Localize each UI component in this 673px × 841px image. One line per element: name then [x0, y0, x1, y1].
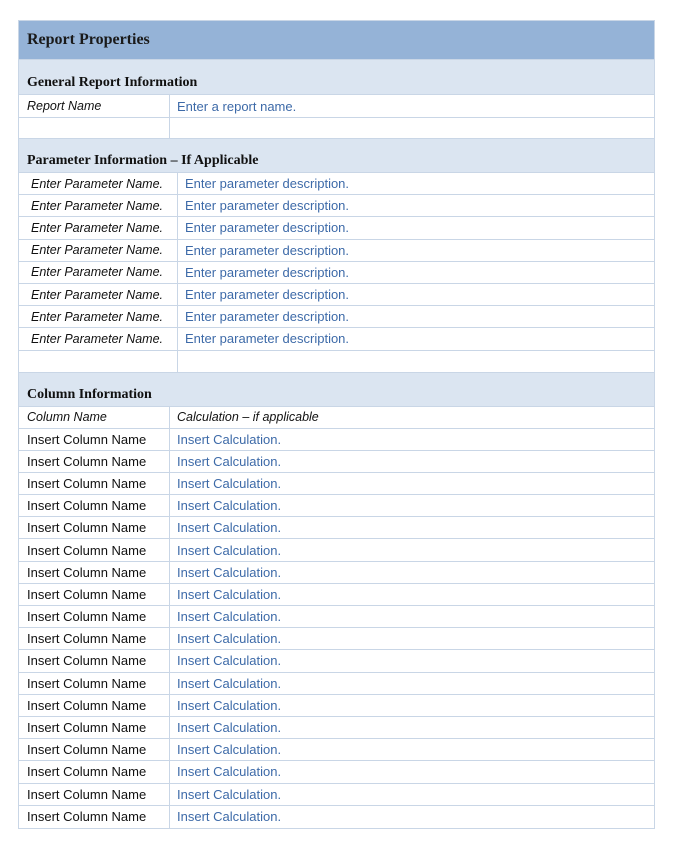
column-row [19, 717, 654, 739]
parameter-name-field[interactable]: Enter Parameter Name. [19, 284, 178, 305]
parameter-name-field[interactable]: Enter Parameter Name. [19, 328, 178, 349]
calculation-field[interactable]: Insert Calculation. [177, 631, 282, 647]
column-name-field[interactable]: Insert Column Name [19, 584, 170, 605]
column-row [19, 562, 654, 584]
parameter-row [19, 195, 654, 217]
column-row [19, 539, 654, 561]
calculation-heading: Calculation – if applicable [177, 410, 319, 424]
parameter-description-field[interactable]: Enter parameter description. [185, 264, 350, 280]
parameter-description-field[interactable]: Enter parameter description. [185, 287, 350, 303]
column-name-field[interactable]: Insert Column Name [19, 562, 170, 583]
parameter-description-field[interactable]: Enter parameter description. [185, 198, 350, 214]
column-name-field[interactable]: Insert Column Name [19, 806, 170, 828]
column-row [19, 495, 654, 517]
column-row [19, 673, 654, 695]
calculation-field[interactable]: Insert Calculation. [177, 609, 282, 625]
calculation-field[interactable]: Insert Calculation. [177, 675, 282, 691]
column-rows [19, 429, 654, 828]
general-info-header: General Report Information [19, 60, 654, 95]
calculation-field[interactable]: Insert Calculation. [177, 542, 282, 558]
column-row [19, 650, 654, 672]
column-name-field[interactable]: Insert Column Name [19, 606, 170, 627]
calculation-field[interactable]: Insert Calculation. [177, 742, 282, 758]
empty-cell [19, 118, 170, 138]
report-name-label: Report Name [19, 95, 170, 117]
column-row [19, 517, 654, 539]
calculation-field[interactable]: Insert Calculation. [177, 453, 282, 469]
column-name-field[interactable]: Insert Column Name [19, 628, 170, 649]
column-name-field[interactable]: Insert Column Name [19, 784, 170, 805]
column-name-field[interactable]: Insert Column Name [19, 673, 170, 694]
calculation-field[interactable]: Insert Calculation. [177, 475, 282, 491]
report-properties-title: Report Properties [19, 21, 654, 60]
parameter-name-field[interactable]: Enter Parameter Name. [19, 173, 178, 194]
calculation-field[interactable]: Insert Calculation. [177, 586, 282, 602]
parameter-row [19, 284, 654, 306]
column-row [19, 606, 654, 628]
column-name-field[interactable]: Insert Column Name [19, 517, 170, 538]
column-name-field[interactable]: Insert Column Name [19, 473, 170, 494]
parameter-name-field[interactable]: Enter Parameter Name. [19, 195, 178, 216]
calculation-field[interactable]: Insert Calculation. [177, 764, 282, 780]
column-row [19, 628, 654, 650]
parameter-description-field[interactable]: Enter parameter description. [185, 176, 350, 192]
parameter-row [19, 173, 654, 195]
parameter-name-field[interactable]: Enter Parameter Name. [19, 217, 178, 238]
calculation-field[interactable]: Insert Calculation. [177, 809, 282, 825]
column-row [19, 451, 654, 473]
column-row [19, 739, 654, 761]
parameter-row [19, 306, 654, 328]
calculation-field[interactable]: Insert Calculation. [177, 431, 282, 447]
column-name-field[interactable]: Insert Column Name [19, 495, 170, 516]
empty-cell[interactable] [170, 118, 177, 138]
column-name-field[interactable]: Insert Column Name [19, 695, 170, 716]
calculation-field[interactable]: Insert Calculation. [177, 564, 282, 580]
column-info-header: Column Information [19, 373, 654, 407]
column-name-field[interactable]: Insert Column Name [19, 650, 170, 671]
parameter-empty-row [19, 351, 654, 373]
calculation-field[interactable]: Insert Calculation. [177, 720, 282, 736]
report-name-row [19, 95, 654, 118]
report-info-empty-row [19, 118, 654, 139]
parameter-row [19, 240, 654, 262]
column-row [19, 473, 654, 495]
column-row [19, 761, 654, 783]
empty-cell [19, 351, 178, 372]
calculation-field[interactable]: Insert Calculation. [177, 520, 282, 536]
parameter-row [19, 328, 654, 350]
calculation-field[interactable]: Insert Calculation. [177, 653, 282, 669]
column-name-field[interactable]: Insert Column Name [19, 717, 170, 738]
column-name-heading: Column Name [19, 407, 170, 428]
calculation-field[interactable]: Insert Calculation. [177, 786, 282, 802]
column-name-field[interactable]: Insert Column Name [19, 451, 170, 472]
calculation-field[interactable]: Insert Calculation. [177, 498, 282, 514]
parameter-description-field[interactable]: Enter parameter description. [185, 220, 350, 236]
column-row [19, 695, 654, 717]
report-name-field[interactable]: Enter a report name. [177, 98, 297, 114]
report-properties-table [18, 20, 655, 829]
calculation-field[interactable]: Insert Calculation. [177, 697, 282, 713]
parameter-description-field[interactable]: Enter parameter description. [185, 309, 350, 325]
column-heading-row [19, 407, 654, 429]
parameter-row [19, 217, 654, 239]
column-name-field[interactable]: Insert Column Name [19, 539, 170, 560]
column-name-field[interactable]: Insert Column Name [19, 761, 170, 782]
empty-cell[interactable] [178, 351, 185, 372]
column-name-field[interactable]: Insert Column Name [19, 429, 170, 450]
parameter-name-field[interactable]: Enter Parameter Name. [19, 306, 178, 327]
column-row [19, 429, 654, 451]
column-row [19, 584, 654, 606]
column-name-field[interactable]: Insert Column Name [19, 739, 170, 760]
parameter-description-field[interactable]: Enter parameter description. [185, 331, 350, 347]
parameter-row [19, 262, 654, 284]
parameter-rows [19, 173, 654, 351]
parameter-info-header: Parameter Information – If Applicable [19, 139, 654, 173]
parameter-description-field[interactable]: Enter parameter description. [185, 242, 350, 258]
parameter-name-field[interactable]: Enter Parameter Name. [19, 240, 178, 261]
column-row [19, 806, 654, 828]
column-row [19, 784, 654, 806]
parameter-name-field[interactable]: Enter Parameter Name. [19, 262, 178, 283]
